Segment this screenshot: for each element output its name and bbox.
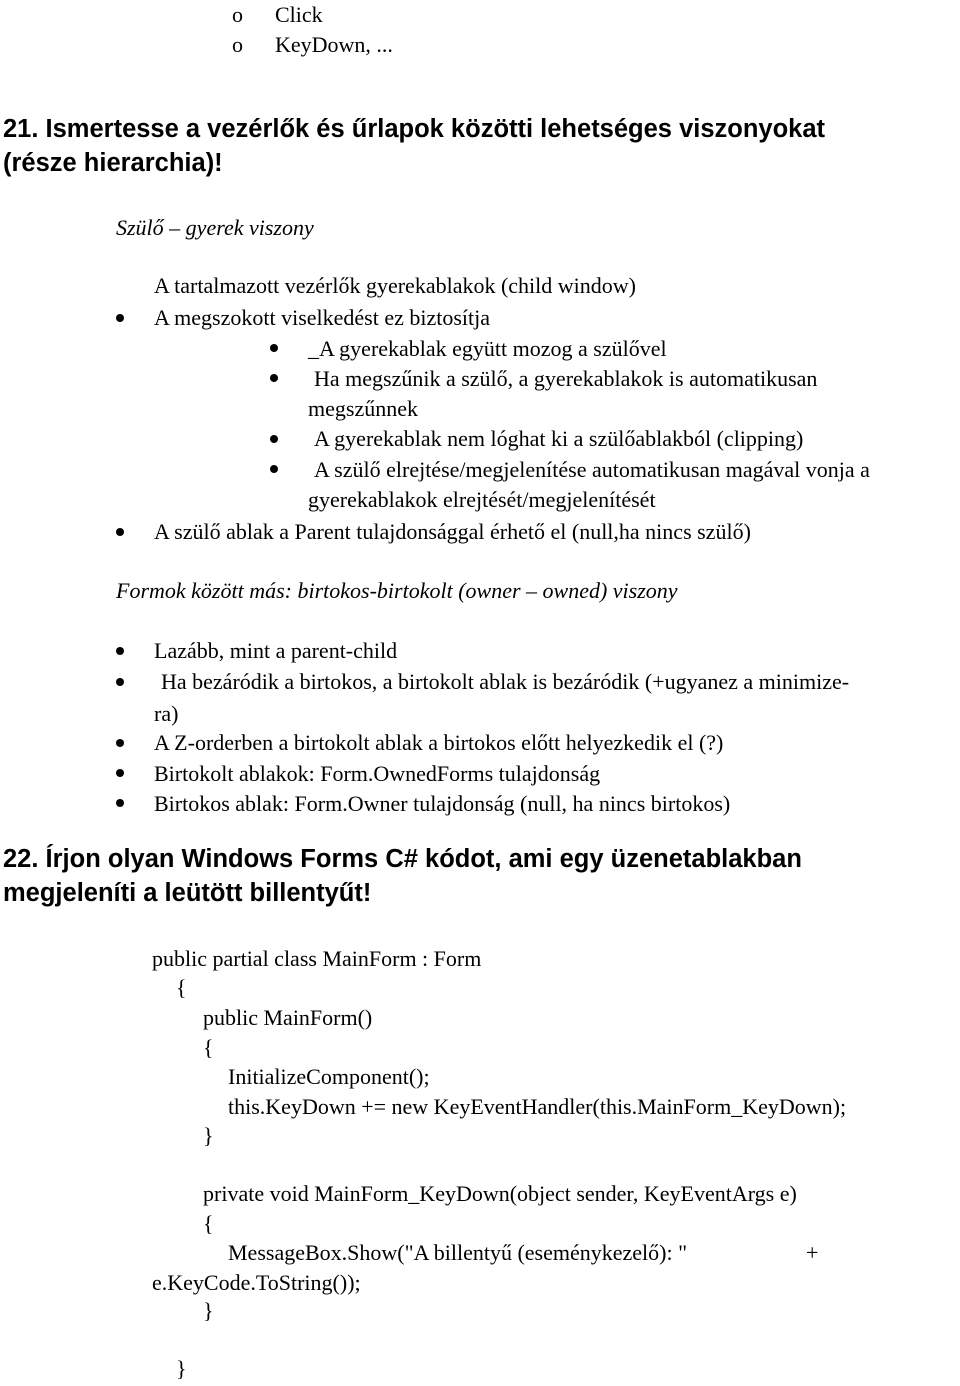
list-item: Ha megszűnik a szülő, a gyerekablakok is automatikusan bbox=[314, 366, 818, 391]
list-item: A szülő elrejtése/megjelenítése automatikusan magával vonja a bbox=[314, 457, 870, 482]
list-item-cont: ra) bbox=[154, 701, 179, 726]
code-line: private void MainForm_KeyDown(object sender, KeyEventArgs e) bbox=[203, 1181, 797, 1206]
question-22-title-cont: megjeleníti a leütött billentyűt! bbox=[3, 879, 372, 907]
bullet-icon bbox=[116, 528, 124, 536]
code-line: { bbox=[176, 975, 187, 1000]
bullet-icon bbox=[270, 374, 278, 382]
code-line: } bbox=[203, 1123, 214, 1148]
list-item-keydown: KeyDown, ... bbox=[275, 32, 393, 57]
code-line: { bbox=[203, 1211, 214, 1236]
code-line: MessageBox.Show("A billentyű (eseménykezelő): " bbox=[228, 1240, 688, 1265]
list-item-click: Click bbox=[275, 2, 323, 27]
code-line: { bbox=[203, 1035, 214, 1060]
list-item: Birtokolt ablakok: Form.OwnedForms tulajdonság bbox=[154, 761, 601, 786]
list-item-cont: megszűnnek bbox=[308, 396, 418, 421]
code-line: InitializeComponent(); bbox=[228, 1064, 430, 1089]
code-line: } bbox=[203, 1298, 214, 1323]
list-item: _A gyerekablak együtt mozog a szülővel bbox=[308, 336, 667, 361]
list-item: A Z-orderben a birtokolt ablak a birtokos előtt helyezkedik el (?) bbox=[154, 730, 724, 755]
bullet-icon bbox=[270, 465, 278, 473]
code-line: } bbox=[176, 1356, 187, 1381]
bullet-icon bbox=[116, 314, 124, 322]
intro-text: A tartalmazott vezérlők gyerekablakok (child window) bbox=[154, 273, 636, 298]
list-item: Lazább, mint a parent-child bbox=[154, 638, 398, 663]
bullet-icon bbox=[116, 647, 124, 655]
bullet-icon bbox=[270, 435, 278, 443]
list-item: A gyerekablak nem lóghat ki a szülőablakból (clipping) bbox=[314, 426, 804, 451]
list-item: A megszokott viselkedést ez biztosítja bbox=[154, 305, 491, 330]
list-item: A szülő ablak a Parent tulajdonsággal érhető el (null,ha nincs szülő) bbox=[154, 519, 751, 544]
list-bullet-o: o bbox=[232, 2, 243, 27]
section-heading-parent-child: Szülő – gyerek viszony bbox=[116, 215, 314, 240]
bullet-icon bbox=[116, 678, 124, 686]
bullet-icon bbox=[116, 739, 124, 747]
list-item: Birtokos ablak: Form.Owner tulajdonság (null, ha nincs birtokos) bbox=[154, 791, 731, 816]
code-line: public MainForm() bbox=[203, 1005, 373, 1030]
code-line: this.KeyDown += new KeyEventHandler(this.MainForm_KeyDown); bbox=[228, 1094, 847, 1119]
question-22-title: 22. Írjon olyan Windows Forms C# kódot, ami egy üzenetablakban bbox=[3, 845, 802, 873]
question-21-title-cont: (része hierarchia)! bbox=[3, 149, 223, 177]
question-21-title: 21. Ismertesse a vezérlők és űrlapok közötti lehetséges viszonyokat bbox=[3, 115, 826, 143]
code-line-operator: + bbox=[806, 1240, 819, 1265]
list-item: Ha bezáródik a birtokos, a birtokolt ablak is bezáródik (+ugyanez a minimize- bbox=[161, 669, 850, 694]
list-item-cont: gyerekablakok elrejtését/megjelenítését bbox=[308, 487, 656, 512]
bullet-icon bbox=[116, 799, 124, 807]
section-heading-owner: Formok között más: birtokos-birtokolt (owner – owned) viszony bbox=[116, 578, 678, 603]
bullet-icon bbox=[116, 769, 124, 777]
list-bullet-o: o bbox=[232, 32, 243, 57]
code-line: e.KeyCode.ToString()); bbox=[152, 1270, 361, 1295]
code-line: public partial class MainForm : Form bbox=[152, 946, 482, 971]
bullet-icon bbox=[270, 344, 278, 352]
